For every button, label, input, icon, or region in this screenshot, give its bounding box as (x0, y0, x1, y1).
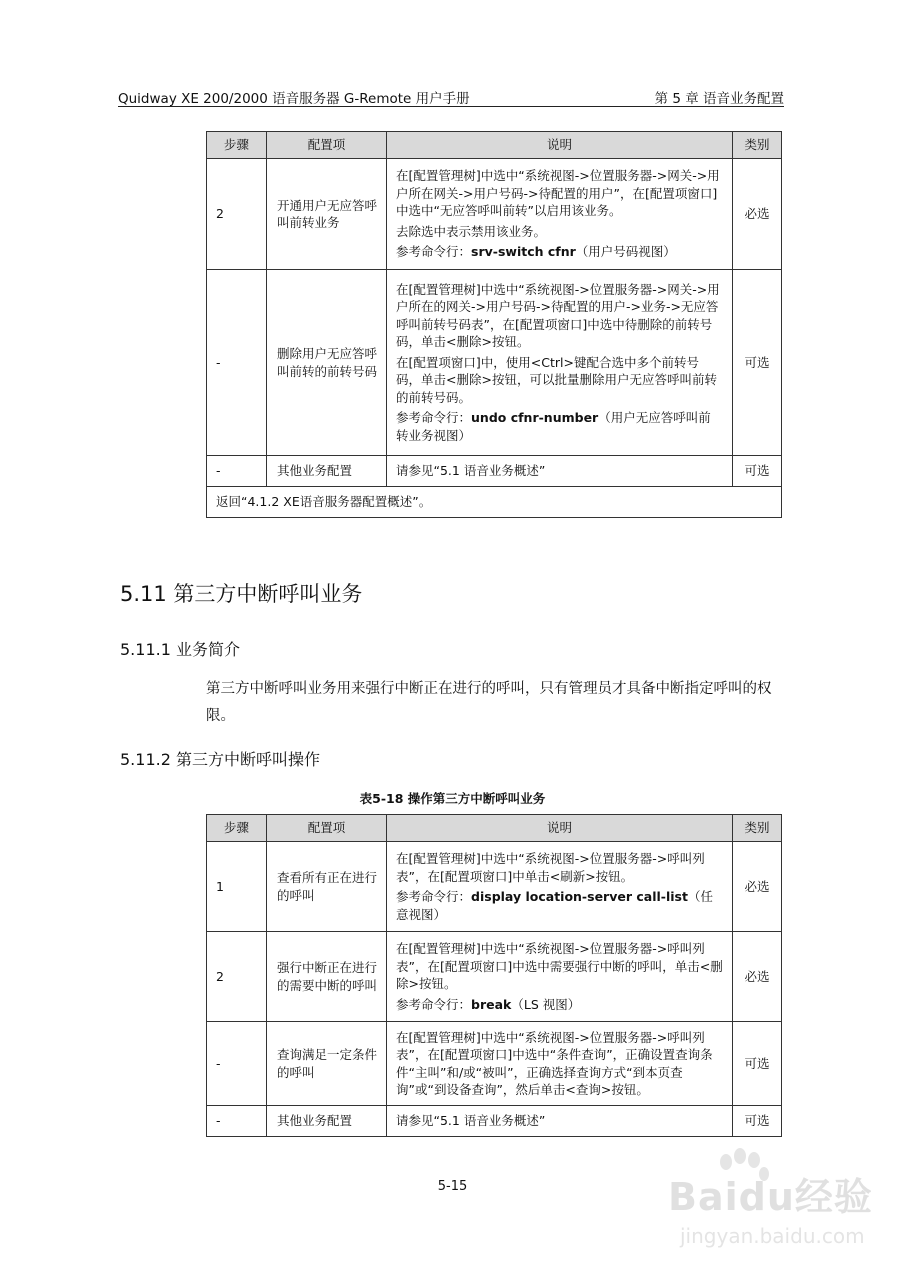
header-chapter-title: 第 5 章 语音业务配置 (654, 91, 784, 107)
table-row (207, 456, 782, 487)
page-header (118, 86, 784, 107)
command-text: srv-switch cfnr (471, 244, 576, 260)
desc-paragraph: 请参见“5.1 语音业务概述” (396, 463, 546, 478)
table-row (207, 842, 782, 932)
command-suffix: （用户号码视图） (575, 244, 676, 260)
category-cell: 必选 (733, 842, 782, 932)
return-link[interactable]: 返回“4.1.2 XE语音服务器配置概述”。 (207, 486, 782, 517)
baidu-watermark (640, 1148, 880, 1268)
item-cell: 删除用户无应答呼叫前转的前转号码 (267, 270, 387, 456)
desc-paragraph: 去除选中表示禁用该业务。 (396, 223, 547, 239)
item-cell: 其他业务配置 (267, 1106, 387, 1137)
desc-paragraph: 请参见“5.1 语音业务概述” (396, 1113, 546, 1128)
table-row (207, 270, 782, 456)
watermark-brand: Baidu经验 (668, 1175, 873, 1219)
desc-cell (387, 932, 733, 1022)
table-caption: 表5-18 操作第三方中断呼叫业务 (359, 791, 546, 806)
header-desc: 说明 (387, 815, 733, 842)
table-row (207, 932, 782, 1022)
step-cell: - (207, 270, 267, 456)
header-step: 步骤 (207, 132, 267, 159)
item-cell: 强行中断正在进行的需要中断的呼叫 (267, 932, 387, 1022)
category-cell: 可选 (733, 456, 782, 487)
watermark-url: jingyan.baidu.com (680, 1224, 865, 1248)
item-cell: 开通用户无应答呼叫前转业务 (267, 159, 387, 270)
table-header-row (207, 815, 782, 842)
category-cell: 可选 (733, 1022, 782, 1106)
header-desc: 说明 (387, 132, 733, 159)
page-number: 5-15 (437, 1179, 468, 1194)
desc-paragraph: 在[配置项窗口]中，使用<Ctrl>键配合选中多个前转号码，单击<删除>按钮，可以批量删除用户无应答呼叫前转的前转号码。 (396, 354, 717, 405)
step-cell: 2 (207, 159, 267, 270)
desc-cell (387, 456, 733, 487)
command-prefix: 参考命令行： (396, 410, 472, 426)
intro-paragraph: 第三方中断呼叫业务用来强行中断正在进行的呼叫，只有管理员才具备中断指定呼叫的权限。 (206, 681, 772, 724)
header-category: 类别 (733, 815, 782, 842)
command-reference (396, 888, 723, 923)
command-reference (396, 996, 723, 1014)
category-cell: 可选 (733, 270, 782, 456)
command-text: break (471, 996, 512, 1012)
item-cell: 查询满足一定条件的呼叫 (267, 1022, 387, 1106)
desc-paragraph: 在[配置管理树]中选中“系统视图->位置服务器->呼叫列表”，在[配置项窗口]中选中需要强行中断的呼叫，单击<删除>按钮。 (396, 941, 723, 991)
step-cell: 1 (207, 842, 267, 932)
subsection-title-intro: 5.11.1 业务简介 (120, 640, 240, 659)
table-row (207, 159, 782, 270)
item-cell: 其他业务配置 (267, 456, 387, 487)
header-item: 配置项 (267, 815, 387, 842)
command-reference (396, 409, 723, 444)
desc-cell (387, 270, 733, 456)
step-cell: 2 (207, 932, 267, 1022)
table-row (207, 1022, 782, 1106)
command-prefix: 参考命令行： (396, 996, 472, 1012)
command-text: display location-server call-list (471, 889, 688, 904)
command-reference (396, 243, 723, 261)
header-step: 步骤 (207, 815, 267, 842)
command-suffix: （用户无应答呼叫前转业务视图） (396, 410, 711, 443)
desc-paragraph: 在[配置管理树]中选中“系统视图->位置服务器->网关->用户所在的网关->用户号码->待配置的用户->业务->无应答呼叫前转号码表”，在[配置项窗口]中选中待删除的前转号码，单击<删除>按钮。 (396, 281, 720, 350)
header-item: 配置项 (267, 132, 387, 159)
header-document-title: Quidway XE 200/2000 语音服务器 G-Remote 用户手册 (118, 91, 470, 107)
command-suffix: （LS 视图） (511, 996, 581, 1012)
desc-paragraph: 在[配置管理树]中选中“系统视图->位置服务器->呼叫列表”，在[配置项窗口]中选中“条件查询”，正确设置查询条件“主叫”和/或“被叫”，正确选择查询方式“到本页查询”或“到设备查询”，然后单击<查询>按钮。 (396, 1029, 713, 1097)
command-suffix: （任意视图） (396, 889, 713, 922)
desc-cell (387, 1022, 733, 1106)
table-header-row (207, 132, 782, 159)
config-table-break-call (206, 814, 782, 1137)
category-cell: 必选 (733, 932, 782, 1022)
config-table-cfnr (206, 131, 782, 518)
command-prefix: 参考命令行： (396, 244, 472, 260)
desc-paragraph: 在[配置管理树]中选中“系统视图->位置服务器->网关->用户所在网关->用户号码->待配置的用户”，在[配置项窗口]中选中“无应答呼叫前转”以启用该业务。 (396, 168, 720, 219)
section-title: 5.11 第三方中断呼叫业务 (120, 582, 363, 606)
desc-cell (387, 159, 733, 270)
step-cell: - (207, 456, 267, 487)
desc-cell (387, 842, 733, 932)
desc-cell (387, 1106, 733, 1137)
header-category: 类别 (733, 132, 782, 159)
subsection-title-operation: 5.11.2 第三方中断呼叫操作 (120, 750, 320, 769)
command-prefix: 参考命令行： (396, 889, 472, 904)
item-cell: 查看所有正在进行的呼叫 (267, 842, 387, 932)
category-cell: 可选 (733, 1106, 782, 1137)
step-cell: - (207, 1022, 267, 1106)
table-footer-row (207, 486, 782, 517)
command-text: undo cfnr-number (471, 410, 599, 426)
desc-paragraph: 在[配置管理树]中选中“系统视图->位置服务器->呼叫列表”，在[配置项窗口]中单击<刷新>按钮。 (396, 851, 705, 884)
table-row (207, 1106, 782, 1137)
category-cell: 必选 (733, 159, 782, 270)
step-cell: - (207, 1106, 267, 1137)
